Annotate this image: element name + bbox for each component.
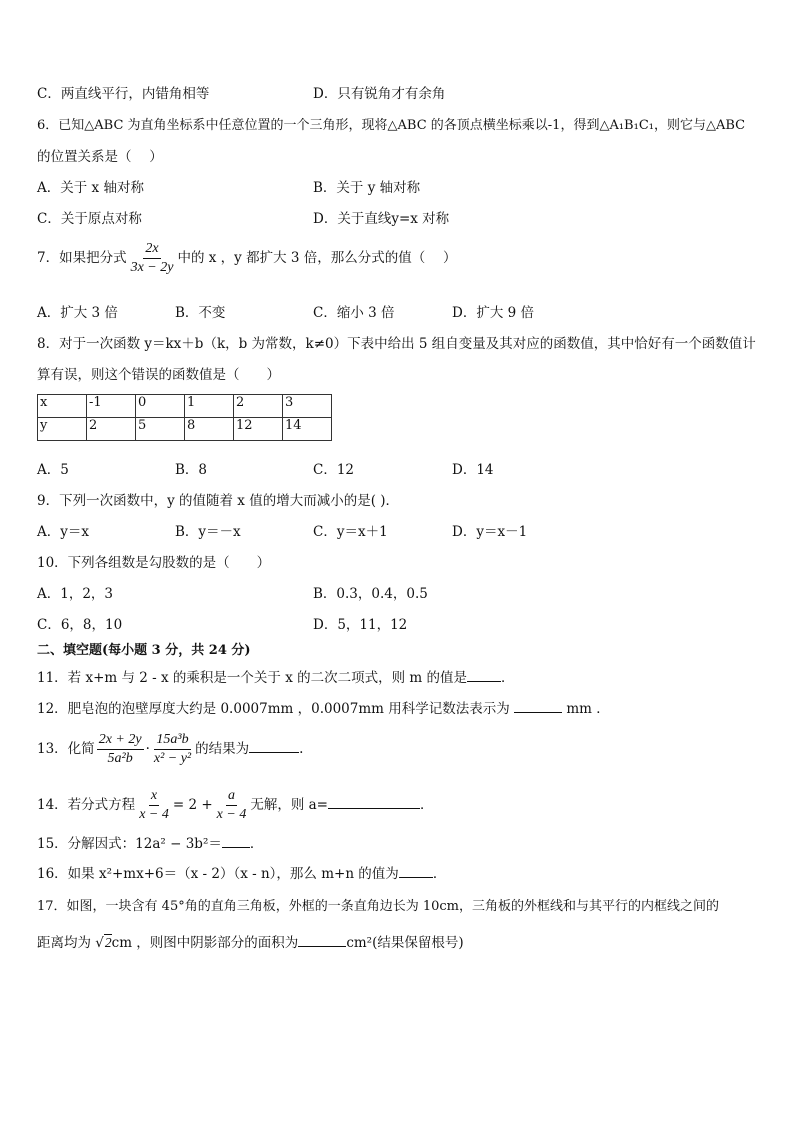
q15-stem [37, 832, 263, 852]
table-cell: 8 [185, 418, 234, 441]
q16-stem [37, 862, 446, 882]
q8-option-b: B．8 [175, 462, 208, 478]
q7-option-a: A．扩大 3 倍 [37, 305, 118, 321]
q9-stem: 9．下列一次函数中，y 的值随着 x 值的增大而减小的是( )． [37, 493, 400, 509]
table-cell: 12 [234, 418, 283, 441]
section-title-fill-in: 二、填空题(每小题 3 分，共 24 分) [37, 643, 251, 658]
q14-fraction-2-numerator: a [226, 787, 237, 806]
q13-fraction-2-numerator: 15a³b [154, 731, 190, 750]
table-cell: 5 [136, 418, 185, 441]
q13-end: . [299, 741, 304, 757]
q13-post: 的结果为 [195, 741, 250, 757]
table-cell: -1 [87, 395, 136, 418]
q16-post: ． [432, 866, 447, 882]
q7-stem [37, 240, 457, 277]
table-cell: x [38, 395, 87, 418]
q14-answer-blank[interactable] [328, 795, 420, 809]
q7-option-b: B．不变 [175, 305, 226, 321]
q13-fraction-1 [97, 731, 144, 768]
q9-option-b: B．y＝－x [175, 524, 241, 540]
table-cell: y [38, 418, 87, 441]
q11-stem [37, 666, 515, 686]
q5-option-d: D．只有锐角才有余角 [313, 86, 446, 102]
q11-answer-blank[interactable] [467, 668, 501, 682]
q14-fraction-1 [137, 787, 171, 824]
q10-option-b: B．0.3，0.4，0.5 [313, 586, 428, 602]
q7-fraction [129, 240, 176, 277]
q17-answer-blank[interactable] [298, 933, 346, 947]
q17-pre: 距离均为 [37, 935, 91, 951]
table-row [38, 395, 332, 418]
q17-unit: cm ，则图中阴影部分的面积为 [111, 935, 299, 951]
sqrt-symbol: √2 [95, 935, 112, 951]
q7-fraction-numerator: 2x [143, 240, 160, 259]
q11-post: ． [501, 670, 515, 686]
q7-option-c: C．缩小 3 倍 [313, 305, 395, 321]
q8-stem-line2: 算有误，则这个错误的函数值是（ ） [37, 367, 280, 383]
q15-pre: 15．分解因式：12a² − 3b²＝ [37, 836, 222, 852]
q14-pre: 14．若分式方程 [37, 797, 136, 813]
q13-dot: · [145, 741, 150, 757]
q7-option-d: D．扩大 9 倍 [452, 305, 534, 321]
q6-option-c: C．关于原点对称 [37, 211, 142, 227]
q14-fraction-2 [215, 787, 249, 824]
q5-option-c: C．两直线平行，内错角相等 [37, 86, 210, 102]
q14-stem [37, 787, 433, 824]
q12-post: mm ． [562, 701, 610, 717]
q15-answer-blank[interactable] [222, 834, 250, 848]
q6-option-a: A．关于 x 轴对称 [37, 180, 144, 196]
q8-option-c: C．12 [313, 462, 355, 478]
table-cell: 1 [185, 395, 234, 418]
table-row [38, 418, 332, 441]
q17-sqrt-value: 2 [104, 935, 112, 950]
table-cell: 2 [87, 418, 136, 441]
q12-stem [37, 697, 610, 717]
q17-stem-line1: 17．如图，一块含有 45°角的直角三角板，外框的一条直角边长为 10cm，三角板的外框线和与其平行的内框线之间的 [37, 899, 719, 914]
q13-pre: 13．化简 [37, 741, 95, 757]
q8-option-a: A．5 [37, 462, 69, 478]
q7-post: 中的 x ，y 都扩大 3 倍，那么分式的值（ ） [177, 250, 457, 266]
table-cell: 0 [136, 395, 185, 418]
q17-post: cm²(结果保留根号) [346, 935, 464, 951]
q9-option-c: C．y＝x＋1 [313, 524, 388, 540]
q9-option-d: D．y＝x－1 [452, 524, 528, 540]
q13-stem [37, 731, 303, 768]
q13-fraction-1-numerator: 2x + 2y [97, 731, 144, 750]
q14-fraction-1-denominator: x − 4 [139, 807, 169, 822]
table-cell: 14 [283, 418, 332, 441]
q14-fraction-2-denominator: x − 4 [216, 807, 247, 822]
q14-fraction-1-numerator: x [149, 787, 159, 806]
q6-stem-line2: 的位置关系是（ ） [37, 149, 163, 165]
q14-post: 无解，则 a= [250, 797, 328, 813]
q7-pre: 7．如果把分式 [37, 250, 127, 266]
q13-fraction-2 [152, 731, 193, 768]
q9-option-a: A．y＝x [37, 524, 89, 540]
q10-option-a: A．1，2，3 [37, 586, 114, 602]
q13-fraction-2-denominator: x² − y² [153, 751, 192, 766]
q10-option-c: C．6，8，10 [37, 617, 123, 633]
table-cell: 3 [283, 395, 332, 418]
q8-stem-line1: 8．对于一次函数 y＝kx＋b（k，b 为常数，k≠0）下表中给出 5 组自变量及其对应的函数值，其中恰好有一个函数值计 [37, 336, 756, 352]
q16-answer-blank[interactable] [399, 864, 433, 878]
q8-table [37, 394, 332, 441]
q11-pre: 11．若 x+m 与 2 - x 的乘积是一个关于 x 的二次二项式，则 m 的值是 [37, 670, 467, 686]
q6-option-d: D．关于直线y=x 对称 [313, 211, 450, 227]
q6-stem-line1: 6．已知△ABC 为直角坐标系中任意位置的一个三角形，现将△ABC 的各顶点横坐标乘以-1，得到△A₁B₁C₁，则它与△ABC [37, 118, 746, 133]
q7-fraction-denominator: 3x − 2y [130, 260, 174, 275]
q10-stem: 10．下列各组数是勾股数的是（ ） [37, 555, 271, 571]
q6-option-b: B．关于 y 轴对称 [313, 180, 421, 196]
q13-fraction-1-denominator: 5a²b [107, 751, 133, 766]
q8-option-d: D．14 [452, 462, 494, 478]
q12-answer-blank[interactable] [514, 699, 562, 713]
q15-post: ． [249, 836, 264, 852]
q16-pre: 16．如果 x²+mx+6＝（x - 2）（x - n），那么 m+n 的值为 [37, 866, 399, 882]
q14-mid: = 2 + [172, 797, 213, 813]
table-cell: 2 [234, 395, 283, 418]
q10-option-d: D．5，11，12 [313, 617, 408, 633]
q14-end: ． [419, 797, 434, 813]
q12-pre: 12．肥皂泡的泡壁厚度大约是 0.0007mm ，0.0007mm 用科学记数法表示为 [37, 701, 510, 717]
q17-stem-line2 [37, 931, 464, 951]
q13-answer-blank[interactable] [249, 739, 299, 753]
